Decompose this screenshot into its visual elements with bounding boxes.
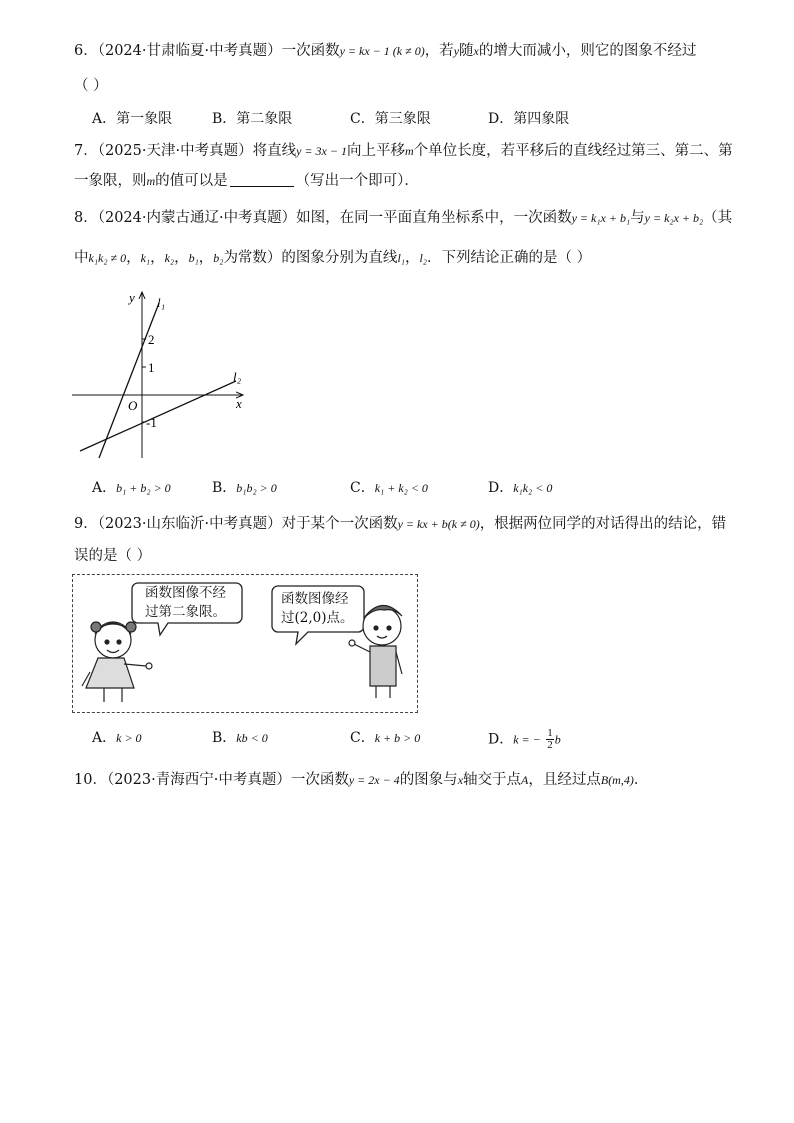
- left-bubble-text-2: 过第二象限。: [145, 604, 226, 620]
- q10-formula: y = 2x − 4: [348, 773, 400, 787]
- q8-formula-2: y = k₂x + b₂: [644, 211, 704, 225]
- q8-line2-a: 中: [74, 250, 89, 266]
- q9-stem-a: 对于某个一次函数: [281, 516, 398, 532]
- q6-number: 6．: [74, 43, 98, 59]
- q7-stem-b: 向上平移: [346, 143, 405, 159]
- tick-label-2: 2: [148, 332, 155, 347]
- q7-var-m-2: m: [146, 174, 156, 188]
- q9-option-a-expr: k > 0: [116, 731, 142, 745]
- q9-option-c: [350, 728, 420, 748]
- q8-option-c-letter: C．: [350, 480, 375, 496]
- q8-option-d-expr: k₁k₂ < 0: [513, 481, 553, 495]
- q9-line2: 误的是（ ）: [74, 548, 152, 564]
- fraction-numerator: 1: [547, 727, 553, 739]
- q9-option-b: [212, 728, 268, 748]
- q8-condition: k₁k₂ ≠ 0: [88, 251, 127, 265]
- q9-option-d-expr: k = −: [513, 732, 541, 747]
- q8-option-d-letter: D．: [488, 480, 514, 496]
- q7-var-m: m: [404, 144, 414, 158]
- q7-number: 7．: [74, 143, 98, 159]
- q10-stem-b: 的图象与: [399, 772, 458, 788]
- q8-option-b-letter: B．: [212, 480, 237, 496]
- q10-source: （2023·青海西宁·中考真题）: [106, 772, 291, 788]
- q6-option-c: C．第三象限: [350, 111, 431, 127]
- q8-number: 8．: [74, 210, 98, 226]
- q10-stem-c: 轴交于点: [463, 772, 522, 788]
- q7-line2-a: 一象限，则: [74, 173, 147, 189]
- q8-l1: l₁: [397, 251, 405, 265]
- q8-option-a-letter: A．: [92, 480, 117, 496]
- q6-stem-c: 随: [459, 43, 474, 59]
- q9-option-a: [92, 728, 142, 748]
- fraction-denominator: 2: [547, 739, 553, 751]
- q9-option-d-fraction: [546, 728, 554, 751]
- q7-source: （2025·天津·中考真题）: [97, 143, 253, 159]
- q10-stem-e: ．: [633, 772, 649, 788]
- right-bubble-text-1: 函数图像经: [281, 591, 349, 607]
- tick-label-1: 1: [148, 360, 155, 375]
- q7-stem-c: 个单位长度，若平移后的直线经过第三、第二、第: [413, 143, 733, 159]
- q10-point-b: B(m,4): [600, 773, 634, 787]
- q10-stem-d: ，且经过点: [528, 772, 601, 788]
- q6-option-a: A．第一象限: [92, 111, 173, 127]
- q8-b1: b₁: [188, 251, 199, 265]
- q6-var-x: x: [473, 44, 479, 58]
- q8-sep-1: ，: [126, 250, 141, 266]
- q8-line2-b: 为常数）的图象分别为直线: [223, 250, 398, 266]
- q10-point-a: A: [521, 773, 529, 787]
- q9-source: （2023·山东临沂·中考真题）: [97, 516, 282, 532]
- q8-stem-b: 与: [630, 210, 645, 226]
- q6-stem-a: 一次函数: [281, 43, 340, 59]
- q8-l2: l₂: [419, 251, 427, 265]
- q9-option-d-letter: D．: [488, 731, 514, 748]
- q8-formula-1: y = k₁x + b₁: [571, 211, 631, 225]
- q7-formula: y = 3x − 1: [296, 144, 347, 158]
- q8-line2-c: ．下列结论正确的是（ ）: [426, 250, 592, 266]
- q8-stem-a: 如图，在同一平面直角坐标系中，一次函数: [296, 210, 572, 226]
- q10-stem-a: 一次函数: [290, 772, 349, 788]
- tick-label-neg1: -1: [146, 415, 157, 430]
- q8-option-b-expr: b₁b₂ > 0: [236, 481, 277, 495]
- q8-k2: k₂: [164, 251, 175, 265]
- q9-option-b-expr: kb < 0: [236, 731, 268, 745]
- q9-option-d: [488, 728, 561, 751]
- q9-option-b-letter: B．: [212, 730, 237, 746]
- l1-label: l₁: [157, 295, 166, 310]
- q6-option-d: D．第四象限: [488, 111, 570, 127]
- q10-var-x: x: [457, 773, 464, 787]
- q9-number: 9．: [74, 516, 98, 532]
- girl-figure: [82, 622, 152, 702]
- origin-label: O: [128, 398, 138, 413]
- q8-source: （2024·内蒙古通辽·中考真题）: [97, 210, 297, 226]
- q8-sep-5: ，: [404, 250, 420, 266]
- q6-stem-d: 的增大而减小，则它的图象不经过: [478, 43, 697, 59]
- y-axis-label: y: [129, 290, 135, 305]
- q8-sep-4: ，: [198, 250, 214, 266]
- q8-stem-c: （其: [703, 210, 733, 226]
- q7-line2-c: （写出一个即可）．: [295, 173, 419, 189]
- q7-stem-a: 将直线: [252, 143, 297, 159]
- q6-var-y: y: [453, 44, 460, 58]
- q8-option-a-expr: b₁ + b₂ > 0: [116, 481, 171, 495]
- q8-sep-3: ，: [174, 250, 189, 266]
- q9-option-a-letter: A．: [92, 730, 117, 746]
- q6-formula: y = kx − 1 (k ≠ 0): [339, 44, 425, 58]
- q9-option-d-tail: b: [554, 732, 561, 747]
- l2-label: l₂: [233, 369, 242, 384]
- left-bubble-text-1: 函数图像不经: [145, 585, 226, 601]
- q6-stem-b: ，若: [424, 43, 454, 59]
- q7-line2-b: 的值可以是: [155, 173, 228, 189]
- q8-b2: b₂: [213, 251, 224, 265]
- right-bubble-text-2: 过(2,0)点。: [281, 610, 354, 626]
- q8-sep-2: ，: [150, 250, 165, 266]
- q8-option-c-expr: k₁ + k₂ < 0: [374, 481, 428, 495]
- q8-k1: k₁: [140, 251, 151, 265]
- q9-formula: y = kx + b(k ≠ 0): [397, 517, 480, 531]
- q6-option-b: B．第二象限: [212, 111, 293, 127]
- q9-option-c-expr: k + b > 0: [374, 731, 421, 745]
- q9-stem-b: ，根据两位同学的对话得出的结论，错: [479, 516, 727, 532]
- q6-answer-paren: （ ）: [74, 78, 108, 94]
- q9-option-c-letter: C．: [350, 730, 375, 746]
- q10-number: 10．: [74, 772, 107, 788]
- x-axis-label: x: [236, 396, 242, 411]
- q10-line1: [74, 770, 648, 790]
- q6-source: （2024·甘肃临夏·中考真题）: [97, 43, 282, 59]
